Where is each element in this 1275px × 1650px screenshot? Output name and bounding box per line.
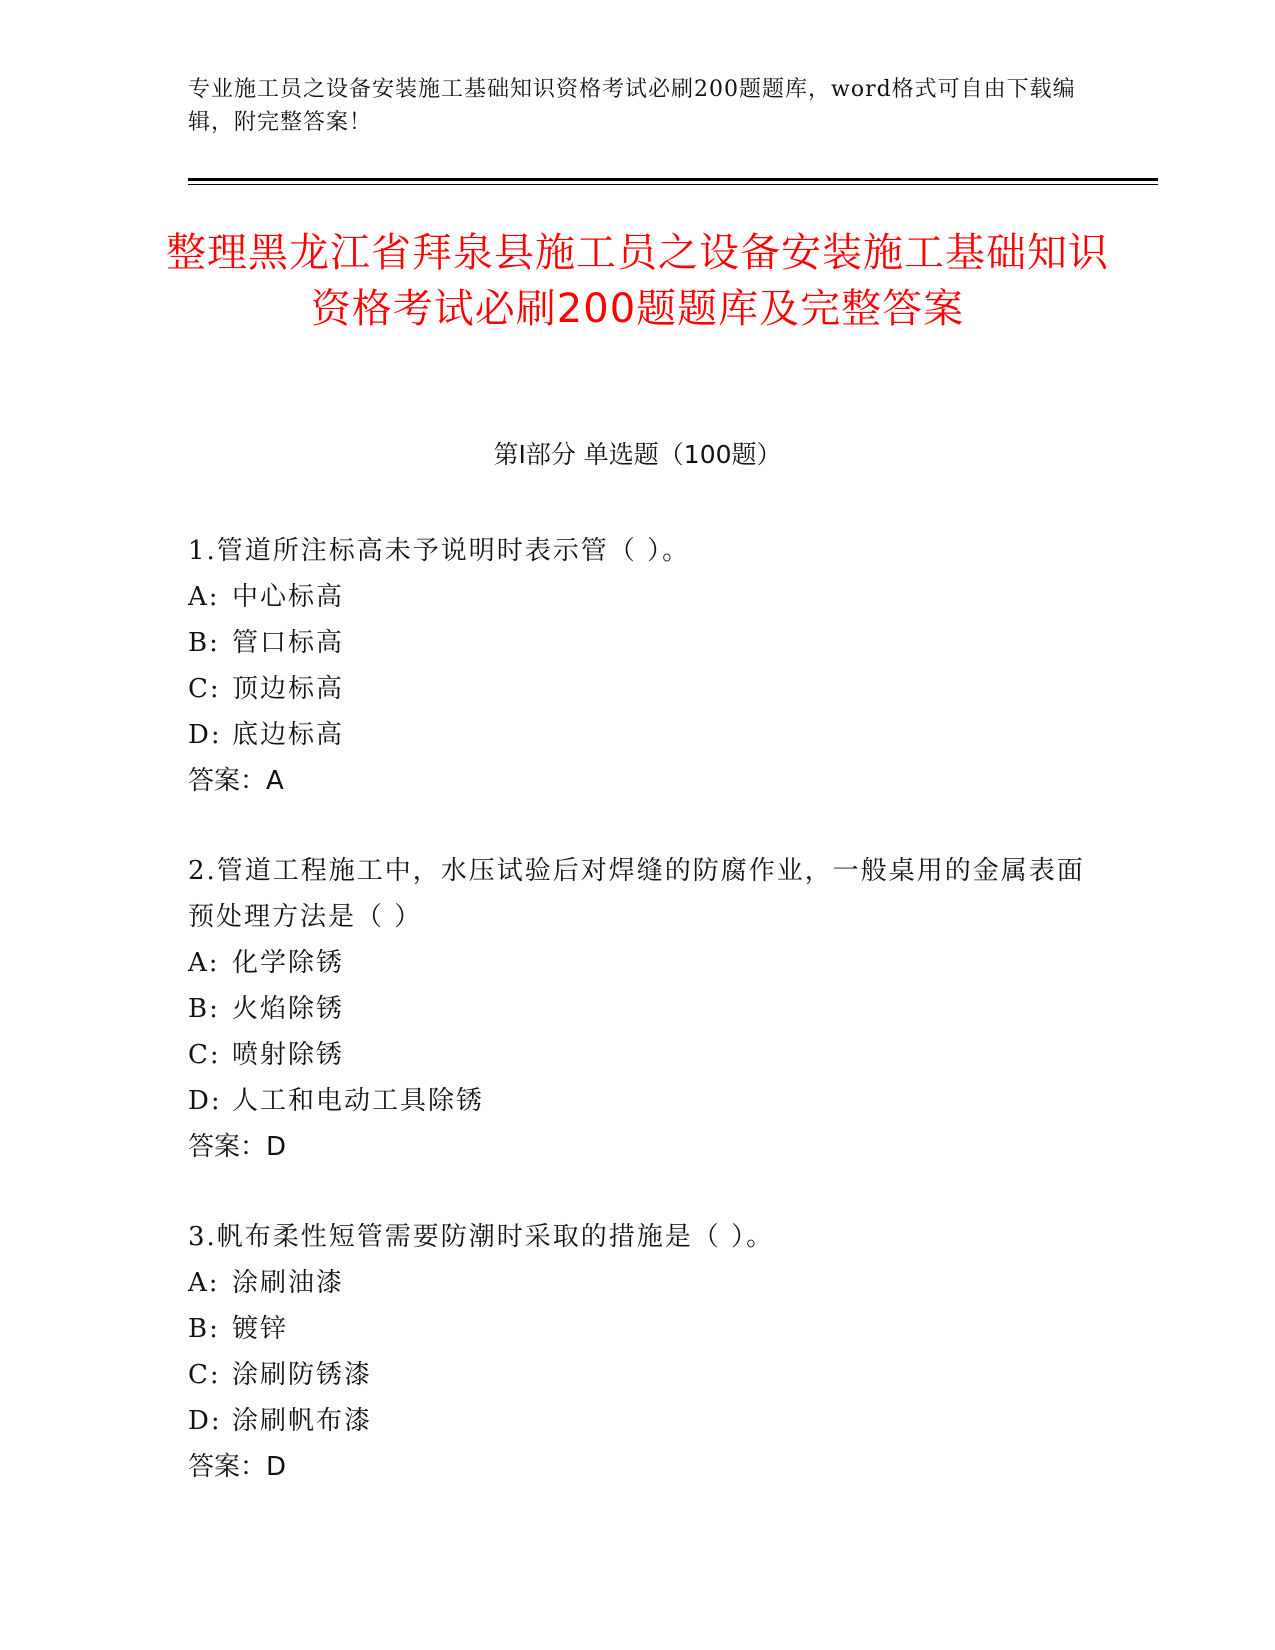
option-text: 中心标高: [232, 582, 345, 612]
option-text: 顶边标高: [232, 674, 345, 704]
question-text: 3.帆布柔性短管需要防潮时采取的措施是（ ）。: [188, 1222, 775, 1252]
option-text: 涂刷防锈漆: [232, 1360, 373, 1390]
option-a: [188, 1260, 1088, 1306]
option-text: 镀锌: [232, 1314, 289, 1344]
option-letter: B:: [188, 1314, 220, 1344]
option-letter: D:: [188, 1406, 222, 1436]
option-letter: B:: [188, 994, 220, 1024]
option-d: [188, 1078, 1088, 1124]
option-b: [188, 986, 1088, 1032]
section-heading: 第Ⅰ部分 单选题（100题）: [493, 440, 782, 469]
option-c: [188, 1032, 1088, 1078]
option-text: 喷射除锈: [232, 1040, 345, 1070]
option-d: [188, 712, 1088, 758]
option-c: [188, 666, 1088, 712]
question-item: [188, 1214, 1088, 1490]
question-list: [188, 528, 1088, 1534]
option-b: [188, 1306, 1088, 1352]
header-note: 专业施工员之设备安装施工基础知识资格考试必刷200题题库，word格式可自由下载编辑，附完整答案！: [188, 77, 1076, 135]
option-letter: C:: [188, 1360, 221, 1390]
question-text: 1.管道所注标高未予说明时表示管（ ）。: [188, 536, 691, 566]
option-text: 人工和电动工具除锈: [232, 1086, 485, 1116]
option-c: [188, 1352, 1088, 1398]
option-letter: A:: [188, 948, 220, 978]
option-letter: C:: [188, 1040, 221, 1070]
option-letter: B:: [188, 628, 220, 658]
question-text: 2.管道工程施工中，水压试验后对焊缝的防腐作业，一般桌用的金属表面预处理方法是（ ）: [188, 856, 1085, 932]
option-text: 底边标高: [232, 720, 345, 750]
option-letter: A:: [188, 582, 220, 612]
option-b: [188, 620, 1088, 666]
option-text: 管口标高: [232, 628, 345, 658]
header-divider-thick: [188, 178, 1158, 181]
question-item: [188, 848, 1088, 1170]
answer-line: 答案：D: [188, 1452, 287, 1482]
option-letter: A:: [188, 1268, 220, 1298]
option-a: [188, 574, 1088, 620]
option-letter: D:: [188, 1086, 222, 1116]
answer-line: 答案：D: [188, 1132, 287, 1162]
option-a: [188, 940, 1088, 986]
option-text: 火焰除锈: [232, 994, 345, 1024]
option-text: 化学除锈: [232, 948, 345, 978]
option-letter: C:: [188, 674, 221, 704]
option-letter: D:: [188, 720, 222, 750]
header-divider-thin: [188, 184, 1158, 185]
option-d: [188, 1398, 1088, 1444]
option-text: 涂刷油漆: [232, 1268, 345, 1298]
question-item: [188, 528, 1088, 804]
option-text: 涂刷帆布漆: [232, 1406, 373, 1436]
answer-line: 答案：A: [188, 766, 284, 796]
document-title: 整理黑龙江省拜泉县施工员之设备安装施工基础知识资格考试必刷200题题库及完整答案: [166, 230, 1109, 332]
